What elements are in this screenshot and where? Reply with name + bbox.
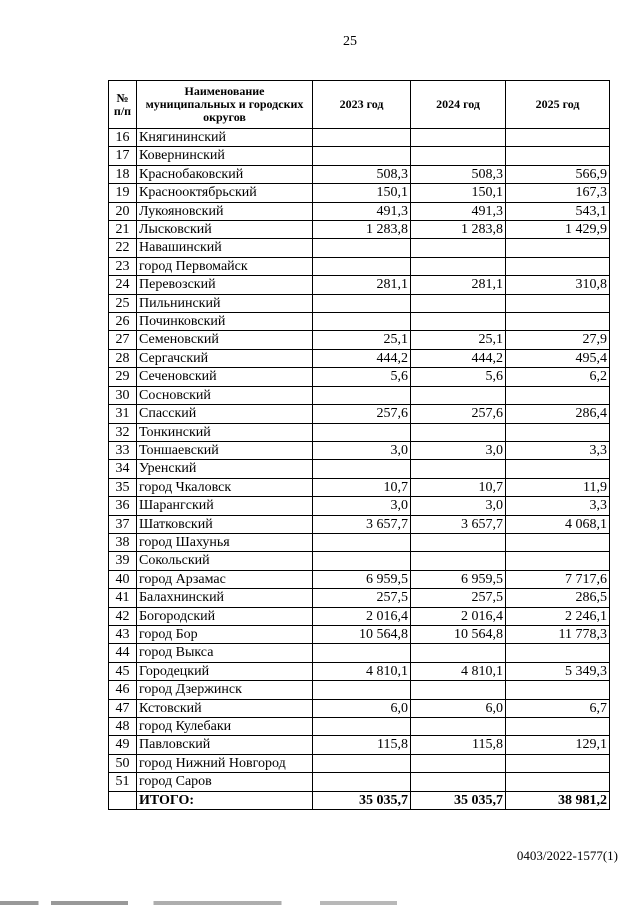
value-2024: 25,1	[411, 331, 506, 349]
municipality-name: Навашинский	[137, 239, 313, 257]
row-number: 16	[109, 129, 137, 147]
value-2025: 543,1	[506, 202, 610, 220]
row-number: 18	[109, 165, 137, 183]
value-2024	[411, 386, 506, 404]
value-2024	[411, 754, 506, 772]
value-2024: 257,5	[411, 589, 506, 607]
value-2024: 5,6	[411, 368, 506, 386]
value-2024: 10,7	[411, 478, 506, 496]
value-2023: 491,3	[313, 202, 411, 220]
value-2023	[313, 294, 411, 312]
value-2024: 4 810,1	[411, 662, 506, 680]
municipality-name: город Первомайск	[137, 257, 313, 275]
value-2024: 3,0	[411, 497, 506, 515]
scan-edge-artifact	[0, 901, 640, 905]
value-2025	[506, 552, 610, 570]
table-row	[109, 129, 610, 147]
row-number: 43	[109, 625, 137, 643]
value-2023: 3,0	[313, 441, 411, 459]
value-2025: 129,1	[506, 736, 610, 754]
municipality-name: город Саров	[137, 773, 313, 791]
row-number: 19	[109, 184, 137, 202]
municipality-name: Шарангский	[137, 497, 313, 515]
value-2025: 6,2	[506, 368, 610, 386]
value-2024	[411, 533, 506, 551]
value-2023	[313, 754, 411, 772]
table-row	[109, 386, 610, 404]
table-row	[109, 607, 610, 625]
value-2024: 281,1	[411, 276, 506, 294]
value-2025	[506, 147, 610, 165]
value-2025	[506, 313, 610, 331]
table-row	[109, 239, 610, 257]
row-number: 35	[109, 478, 137, 496]
table-row	[109, 754, 610, 772]
value-2023: 150,1	[313, 184, 411, 202]
row-number: 44	[109, 644, 137, 662]
header-name: Наименование муниципальных и городских округов	[137, 81, 313, 129]
value-2025: 566,9	[506, 165, 610, 183]
value-2024	[411, 552, 506, 570]
table-row	[109, 718, 610, 736]
value-2023: 257,5	[313, 589, 411, 607]
value-2025: 6,7	[506, 699, 610, 717]
header-num: № п/п	[109, 81, 137, 129]
table-row	[109, 533, 610, 551]
value-2023	[313, 460, 411, 478]
municipality-name: Лысковский	[137, 221, 313, 239]
value-2025	[506, 239, 610, 257]
value-2025: 310,8	[506, 276, 610, 294]
value-2023	[313, 147, 411, 165]
value-2023: 4 810,1	[313, 662, 411, 680]
table-row	[109, 257, 610, 275]
table-row	[109, 699, 610, 717]
value-2023: 6 959,5	[313, 570, 411, 588]
value-2024: 257,6	[411, 405, 506, 423]
table-row	[109, 570, 610, 588]
value-2025	[506, 718, 610, 736]
municipality-name: город Бор	[137, 625, 313, 643]
municipality-name: Сосновский	[137, 386, 313, 404]
table-row	[109, 368, 610, 386]
municipality-name: город Кулебаки	[137, 718, 313, 736]
municipality-name: Сеченовский	[137, 368, 313, 386]
row-number: 33	[109, 441, 137, 459]
municipality-name: Краснобаковский	[137, 165, 313, 183]
value-2025: 2 246,1	[506, 607, 610, 625]
row-number: 40	[109, 570, 137, 588]
table-row	[109, 644, 610, 662]
table-row	[109, 276, 610, 294]
value-2023: 508,3	[313, 165, 411, 183]
value-2025: 11,9	[506, 478, 610, 496]
table-row	[109, 441, 610, 459]
municipality-name: Княгининский	[137, 129, 313, 147]
total-row	[109, 791, 610, 809]
value-2025: 286,4	[506, 405, 610, 423]
row-number: 34	[109, 460, 137, 478]
row-number: 30	[109, 386, 137, 404]
total-2024: 35 035,7	[411, 791, 506, 809]
row-number: 50	[109, 754, 137, 772]
value-2023	[313, 718, 411, 736]
value-2025	[506, 257, 610, 275]
value-2024	[411, 773, 506, 791]
value-2024: 508,3	[411, 165, 506, 183]
value-2024: 10 564,8	[411, 625, 506, 643]
row-number: 26	[109, 313, 137, 331]
row-number: 29	[109, 368, 137, 386]
municipality-name: Спасский	[137, 405, 313, 423]
value-2024: 150,1	[411, 184, 506, 202]
value-2025: 5 349,3	[506, 662, 610, 680]
value-2025: 3,3	[506, 441, 610, 459]
row-number: 17	[109, 147, 137, 165]
row-number: 28	[109, 349, 137, 367]
row-number: 21	[109, 221, 137, 239]
value-2023: 281,1	[313, 276, 411, 294]
municipality-name: Тоншаевский	[137, 441, 313, 459]
value-2025	[506, 294, 610, 312]
value-2025: 495,4	[506, 349, 610, 367]
value-2025	[506, 644, 610, 662]
value-2024: 2 016,4	[411, 607, 506, 625]
header-2024: 2024 год	[411, 81, 506, 129]
row-number: 37	[109, 515, 137, 533]
value-2025: 286,5	[506, 589, 610, 607]
municipality-name: Павловский	[137, 736, 313, 754]
row-number: 46	[109, 681, 137, 699]
table-row	[109, 184, 610, 202]
municipality-name: Городецкий	[137, 662, 313, 680]
value-2024	[411, 681, 506, 699]
row-number: 24	[109, 276, 137, 294]
table-row	[109, 423, 610, 441]
value-2024	[411, 147, 506, 165]
value-2025: 7 717,6	[506, 570, 610, 588]
value-2024	[411, 644, 506, 662]
table-row	[109, 294, 610, 312]
row-number: 41	[109, 589, 137, 607]
row-number: 47	[109, 699, 137, 717]
table-row	[109, 589, 610, 607]
value-2024: 6,0	[411, 699, 506, 717]
value-2023	[313, 773, 411, 791]
value-2023	[313, 129, 411, 147]
value-2025: 27,9	[506, 331, 610, 349]
municipality-name: город Шахунья	[137, 533, 313, 551]
municipality-name: Кстовский	[137, 699, 313, 717]
value-2023: 444,2	[313, 349, 411, 367]
value-2023	[313, 239, 411, 257]
municipality-name: Краснооктябрьский	[137, 184, 313, 202]
value-2024	[411, 129, 506, 147]
municipality-name: Перевозский	[137, 276, 313, 294]
municipality-name: Шатковский	[137, 515, 313, 533]
value-2025	[506, 681, 610, 699]
municipal-budget-table	[108, 80, 610, 810]
row-number: 22	[109, 239, 137, 257]
municipality-name: Пильнинский	[137, 294, 313, 312]
table-row	[109, 497, 610, 515]
value-2024: 3,0	[411, 441, 506, 459]
table-row	[109, 681, 610, 699]
municipality-name: город Выкса	[137, 644, 313, 662]
value-2024: 491,3	[411, 202, 506, 220]
row-number: 45	[109, 662, 137, 680]
municipality-name: Сокольский	[137, 552, 313, 570]
value-2024: 444,2	[411, 349, 506, 367]
document-code: 0403/2022-1577(1)	[516, 848, 618, 863]
row-number: 20	[109, 202, 137, 220]
municipality-name: город Дзержинск	[137, 681, 313, 699]
value-2023: 5,6	[313, 368, 411, 386]
value-2025	[506, 773, 610, 791]
value-2023: 2 016,4	[313, 607, 411, 625]
row-number: 42	[109, 607, 137, 625]
table-row	[109, 221, 610, 239]
value-2025: 4 068,1	[506, 515, 610, 533]
municipality-name: Починковский	[137, 313, 313, 331]
value-2024	[411, 423, 506, 441]
value-2024	[411, 294, 506, 312]
municipality-name: город Арзамас	[137, 570, 313, 588]
municipality-name: Тонкинский	[137, 423, 313, 441]
table-row	[109, 313, 610, 331]
value-2025	[506, 129, 610, 147]
table-row	[109, 662, 610, 680]
municipality-name: Богородский	[137, 607, 313, 625]
table-row	[109, 331, 610, 349]
total-label: ИТОГО:	[137, 791, 313, 809]
row-number: 48	[109, 718, 137, 736]
value-2023: 115,8	[313, 736, 411, 754]
table-row	[109, 165, 610, 183]
row-number: 27	[109, 331, 137, 349]
table-row	[109, 736, 610, 754]
value-2023: 25,1	[313, 331, 411, 349]
value-2024	[411, 313, 506, 331]
table-row	[109, 515, 610, 533]
table-row	[109, 460, 610, 478]
municipality-name: город Нижний Новгород	[137, 754, 313, 772]
value-2024: 1 283,8	[411, 221, 506, 239]
value-2024: 115,8	[411, 736, 506, 754]
value-2023	[313, 386, 411, 404]
table-row	[109, 405, 610, 423]
value-2023: 257,6	[313, 405, 411, 423]
total-2025: 38 981,2	[506, 791, 610, 809]
value-2023: 10 564,8	[313, 625, 411, 643]
table-header-row	[109, 81, 610, 129]
municipality-name: Уренский	[137, 460, 313, 478]
row-number: 25	[109, 294, 137, 312]
municipality-name: Лукояновский	[137, 202, 313, 220]
value-2024: 3 657,7	[411, 515, 506, 533]
municipality-name: город Чкаловск	[137, 478, 313, 496]
row-number: 31	[109, 405, 137, 423]
value-2025: 11 778,3	[506, 625, 610, 643]
value-2025	[506, 423, 610, 441]
value-2024	[411, 239, 506, 257]
value-2023: 1 283,8	[313, 221, 411, 239]
page-number: 25	[343, 34, 357, 49]
value-2023: 10,7	[313, 478, 411, 496]
table-row	[109, 552, 610, 570]
table-row	[109, 349, 610, 367]
row-number: 32	[109, 423, 137, 441]
value-2024: 6 959,5	[411, 570, 506, 588]
value-2025: 1 429,9	[506, 221, 610, 239]
value-2025	[506, 460, 610, 478]
value-2023: 6,0	[313, 699, 411, 717]
value-2023: 3 657,7	[313, 515, 411, 533]
table-row	[109, 147, 610, 165]
municipality-name: Семеновский	[137, 331, 313, 349]
value-2024	[411, 460, 506, 478]
table-row	[109, 625, 610, 643]
value-2025	[506, 386, 610, 404]
value-2025	[506, 533, 610, 551]
table-row	[109, 478, 610, 496]
municipality-name: Балахнинский	[137, 589, 313, 607]
municipality-name: Сергачский	[137, 349, 313, 367]
value-2023	[313, 423, 411, 441]
value-2024	[411, 718, 506, 736]
municipality-name: Ковернинский	[137, 147, 313, 165]
row-number: 36	[109, 497, 137, 515]
value-2023	[313, 681, 411, 699]
row-number: 39	[109, 552, 137, 570]
value-2025: 3,3	[506, 497, 610, 515]
value-2024	[411, 257, 506, 275]
value-2023	[313, 644, 411, 662]
value-2023	[313, 533, 411, 551]
header-2025: 2025 год	[506, 81, 610, 129]
value-2023: 3,0	[313, 497, 411, 515]
total-num-cell	[109, 791, 137, 809]
table-body	[109, 129, 610, 792]
value-2025: 167,3	[506, 184, 610, 202]
row-number: 51	[109, 773, 137, 791]
row-number: 38	[109, 533, 137, 551]
table-row	[109, 202, 610, 220]
table-row	[109, 773, 610, 791]
value-2025	[506, 754, 610, 772]
header-2023: 2023 год	[313, 81, 411, 129]
row-number: 49	[109, 736, 137, 754]
total-2023: 35 035,7	[313, 791, 411, 809]
row-number: 23	[109, 257, 137, 275]
value-2023	[313, 257, 411, 275]
value-2023	[313, 313, 411, 331]
value-2023	[313, 552, 411, 570]
